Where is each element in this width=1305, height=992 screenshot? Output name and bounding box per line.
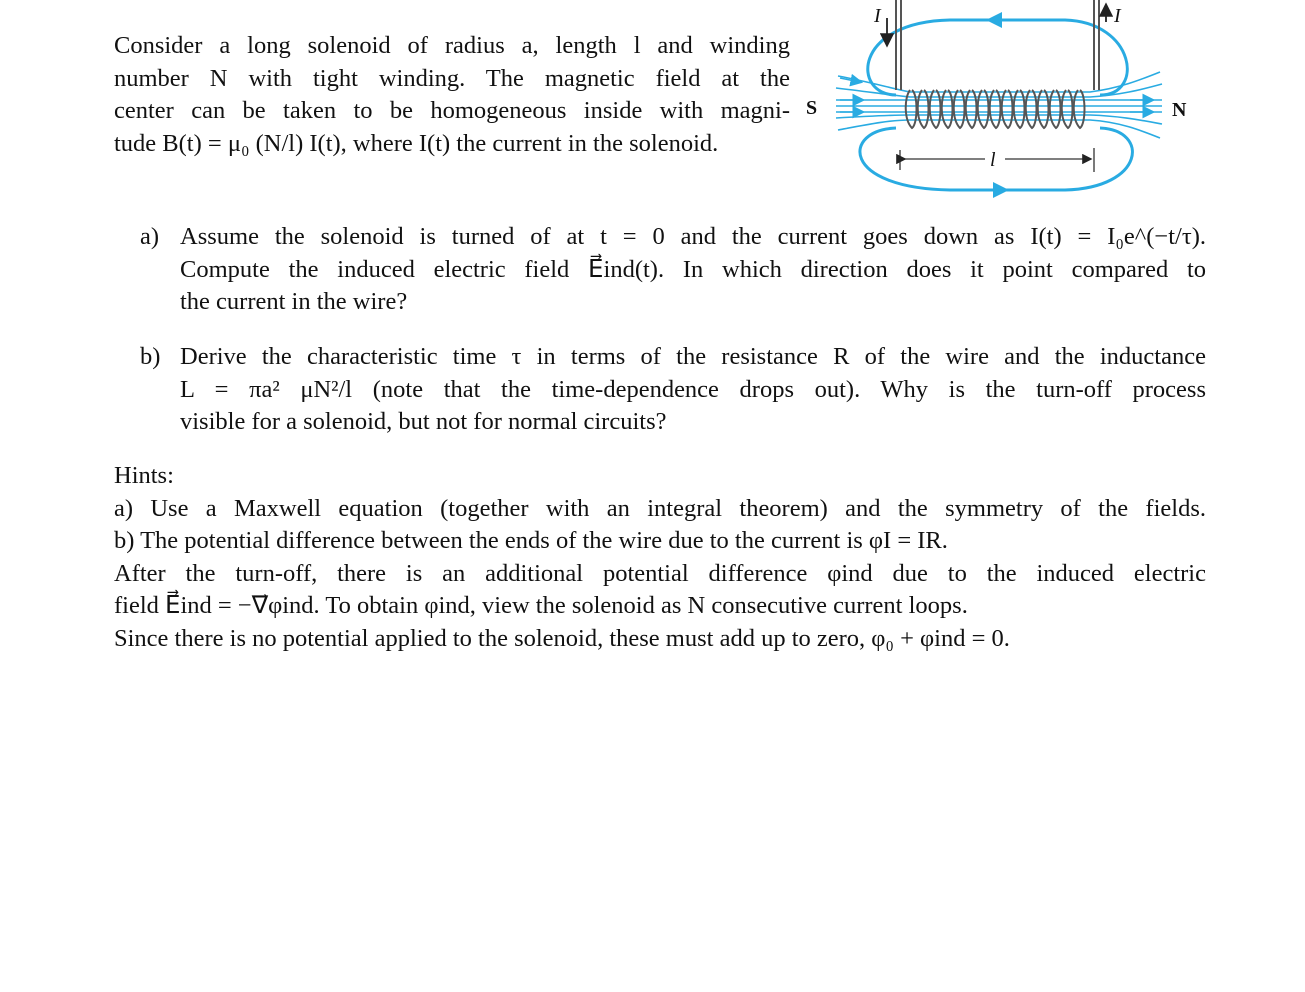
- part-b-line-1: Derive the characteristic time τ in terms of the resistance R of the wire and the inductance: [180, 343, 1206, 370]
- part-a-body: [180, 221, 1206, 319]
- hint-line-5: Since there is no potential applied to the solenoid, these must add up to zero, φ₀ + φind = 0.: [114, 624, 1010, 652]
- coil-windings: [906, 90, 1085, 128]
- pole-north-label: N: [1172, 99, 1187, 121]
- current-label-right: I: [1114, 5, 1121, 27]
- length-dimension: [900, 148, 1094, 172]
- field-loop-top: [868, 20, 1128, 95]
- hint-line-3: After the turn-off, there is an additional potential difference φind due to the induced electric: [114, 559, 1206, 587]
- hint-line-2: b) The potential difference between the ends of the wire due to the current is φI = IR.: [114, 527, 948, 555]
- part-b-line-3: visible for a solenoid, but not for normal circuits?: [180, 408, 667, 436]
- part-b-line-2: L = πa² μN²/l (note that the time-dependence drops out). Why is the turn-off process: [180, 375, 1206, 403]
- pole-south-label: S: [806, 97, 818, 119]
- current-label-left: I: [874, 5, 881, 27]
- lead-wires: [896, 0, 1099, 90]
- hints-title: Hints:: [114, 462, 174, 489]
- length-label: l: [990, 149, 996, 171]
- intro-line-1: Consider a long solenoid of radius a, length l and winding: [114, 32, 790, 59]
- solenoid-diagram: [800, 0, 1200, 200]
- part-a-line-3: the current in the wire?: [180, 288, 408, 316]
- part-b-label: b): [140, 343, 161, 370]
- part-b-body: [180, 341, 1206, 439]
- intro-line-3: center can be taken to be homogeneous inside with magni-: [114, 97, 790, 125]
- part-a-label: a): [140, 223, 160, 250]
- part-a-line-1: Assume the solenoid is turned of at t = 0 and the current goes down as I(t) = I₀e^(−t/τ).: [180, 223, 1206, 250]
- hint-line-4: field E⃗ind = −∇⃗φind. To obtain φind, view the solenoid as N consecutive current loops.: [114, 592, 968, 620]
- intro-line-2: number N with tight winding. The magnetic field at the: [114, 64, 790, 92]
- part-a-line-2: Compute the induced electric field E⃗ind(t). In which direction does it point compared to: [180, 255, 1206, 283]
- hints-section: [114, 460, 1206, 656]
- intro-paragraph: [114, 30, 790, 160]
- hint-line-1: a) Use a Maxwell equation (together with an integral theorem) and the symmetry of the fields.: [114, 494, 1206, 522]
- intro-line-4: tude B(t) = μ₀ (N/l) I(t), where I(t) the current in the solenoid.: [114, 129, 719, 157]
- field-loop-bottom: [860, 128, 1132, 190]
- solenoid-figure: [800, 0, 1200, 200]
